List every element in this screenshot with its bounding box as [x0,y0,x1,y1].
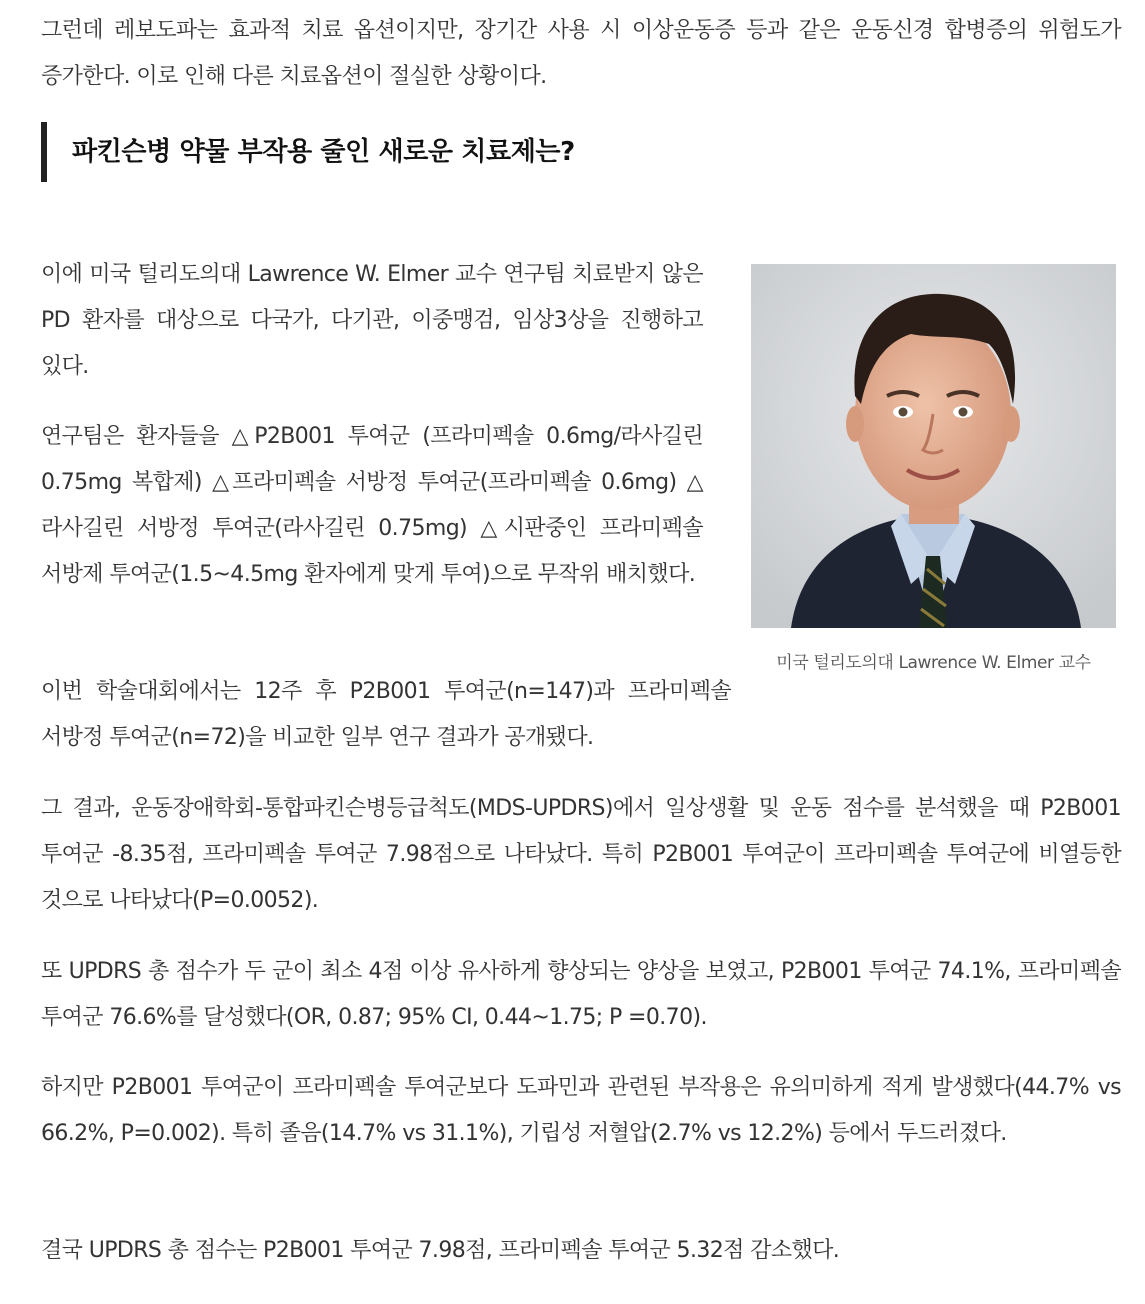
paragraph-conclusion: 결국 UPDRS 총 점수는 P2B001 투여군 7.98점, 프라미펙솔 투여군 5.32점 감소했다. [41,1238,840,1263]
paragraph-study-intro: 이에 미국 털리도의대 Lawrence W. Elmer 교수 연구팀 치료받지 않은 PD 환자를 대상으로 다국가, 다기관, 이중맹검, 임상3상을 진행하고 있다. [41,262,703,379]
section-heading: 파킨슨병 약물 부작용 줄인 새로운 치료제는? [41,122,575,182]
intro-paragraph: 그런데 레보도파는 효과적 치료 옵션이지만, 장기간 사용 시 이상운동증 등과 같은 운동신경 합병증의 위험도가 증가한다. 이로 인해 다른 치료옵션이 절실한 상황이다. [41,18,1121,89]
professor-photo [751,264,1116,628]
paragraph-study-results-intro: 이번 학술대회에서는 12주 후 P2B001 투여군(n=147)과 프라미펙솔 서방정 투여군(n=72)을 비교한 일부 연구 결과가 공개됐다. [41,679,731,750]
figure-caption: 미국 털리도의대 Lawrence W. Elmer 교수 [776,653,1091,673]
paragraph-side-effects: 하지만 P2B001 투여군이 프라미펙솔 투여군보다 도파민과 관련된 부작용은 유의미하게 적게 발생했다(44.7% vs 66.2%, P=0.002). 특히 졸음(14.7% vs 31.1%), 기립성 저혈압(2.7% vs 12.2%) 등에서 두드러졌다. [41,1075,1121,1146]
paragraph-mds-updrs-results: 그 결과, 운동장애학회-통합파킨슨병등급척도(MDS-UPDRS)에서 일상생활 및 운동 점수를 분석했을 때 P2B001 투여군 -8.35점, 프라미펙솔 투여군 7.98점으로 나타났다. 특히 P2B001 투여군이 프라미펙솔 투여군에 비열등한 것으로 나타났다(P=0.0052). [41,796,1121,913]
portrait-illustration [751,264,1116,628]
professor-figure [751,264,1116,678]
paragraph-study-groups: 연구팀은 환자들을 △P2B001 투여군 (프라미펙솔 0.6mg/라사길린 0.75mg 복합제) △프라미펙솔 서방정 투여군(프라미펙솔 0.6mg) △라사길린 서방정 투여군(라사길린 0.75mg) △시판중인 프라미펙솔 서방제 투여군(1.5~4.5mg 환자에게 맞게 투여)으로 무작위 배치했다. [41,424,703,587]
paragraph-updrs-total: 또 UPDRS 총 점수가 두 군이 최소 4점 이상 유사하게 향상되는 양상을 보였고, P2B001 투여군 74.1%, 프라미펙솔 투여군 76.6%를 달성했다(OR, 0.87; 95% CI, 0.44~1.75; P =0.70). [41,959,1121,1030]
